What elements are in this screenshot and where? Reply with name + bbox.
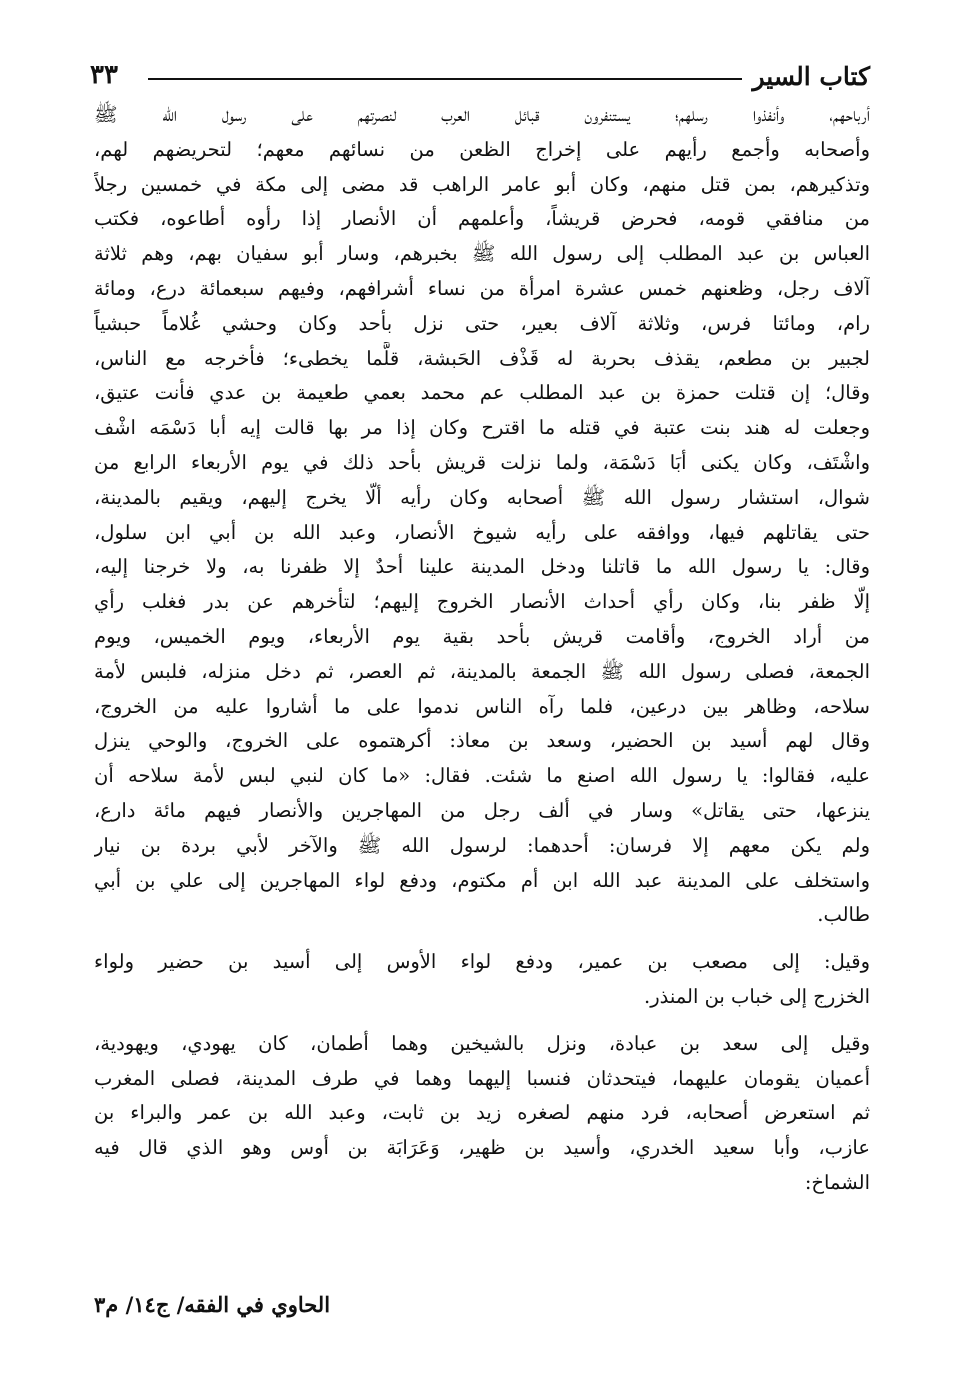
header-rule [148,78,742,80]
text-line: واشْتَف، وكان يكنى أبَا دَسْمَة، ولما نزلت قريش بأحد ذلك في يوم الأربعاء الرابع من [94,450,870,474]
page-number: ٣٣ [90,60,118,90]
text-line: وقيل: إلى مصعب بن عمير، ودفع لواء الأوس إلى أسيد بن حضير ولواء [94,950,870,974]
text-line: أرباحهم، وأنفذوا رسلهم؛ يستنفرون قبائل العرب لنصرتهم على رسول الله ﷺ [94,103,870,126]
text-line: عازب، وأبا سعيد الخدري، وأسيد بن ظهير، وَعَرَابَة بن أوس وهو الذي قال فيه [94,1136,870,1160]
paragraph [94,1027,870,1201]
text-line: رام، ومائتا فرس، وثلاثة آلاف بعير، حتى نزل بأحد وكان وحشي غُلاماً حبشياً [94,311,870,335]
paragraph-gap [94,933,870,945]
text-line: ثم استعرض أصحابه، فرد منهم لصغره زيد بن ثابت، وعبد الله بن عمر والبراء بن [94,1101,870,1125]
text-line: وقال؛ إن قتلت حمزة بن عبد المطلب عم محمد بعمي طعيمة بن عدي فأنت عتيق، [94,381,870,405]
text-line: آلاف رجل، وظعنهم خمس عشرة امرأة من نساء أشرافهم، وفيهم سبعمائة درع، ومائة [94,276,870,300]
text-line: من منافقي قومه، فحرض قريشاً، وأعلمهم أن الأنصار إذا رأوه أطاعوه، فكتب [94,207,870,231]
text-line: وقال لهم أسيد بن الحضير، وسعد بن معاذ: أكرهتموه على الخروج، والوحي ينزل [94,729,870,753]
text-line: شوال، استشار رسول الله ﷺ أصحابه وكان رأيه ألّا يخرج إليهم، ويقيم بالمدينة، [94,485,870,509]
text-line: سلاحه، وظاهر بين درعين، فلما رآه الناس ندموا على ما أشاروا عليه من الخروج، [94,694,870,718]
text-line: وقال: يا رسول الله ما قاتلنا ودخل المدينة علينا أحدٌ إلا ظفرنا به، ولا خرجنا إليه، [94,555,870,579]
paragraph-gap [94,1015,870,1027]
page-footer: الحاوي في الفقه/ ج١٤/ م٣ [94,1292,331,1317]
text-line: وجعلت له هند بنت عتبة في قتله ما اقترح وكان إذا مر بها قالت إيه أبا دَسْمَه اشْف [94,416,870,440]
text-line: حتى يقاتلهم فيها، ووافقه على رأيه شيوخ الأنصار، وعبد الله بن أبي ابن سلول، [94,520,870,544]
text-line: لجبير بن مطعم، يقذف بحربة له قَذْف الحَبشة، قلَّما يخطىء؛ فأخرجه مع الناس، [94,346,870,370]
text-line: إلّا ظفر بنا، وكان رأي أحداث الأنصار الخروج إليهم؛ لتأخرهم عن بدر فغلب رأي [94,590,870,614]
text-line: أعميان يقومان عليهما، فيتحدثان فنسبا إليهما وهما في طرف المدينة، فصلى المغرب [94,1066,870,1090]
text-line: ولم يكن معهم إلا فرسان: أحدهما: لرسول الله ﷺ والآخر لأبي بردة بن نيار [94,833,870,857]
text-line: عليه، فقالوا: يا رسول الله اصنع ما شئت. فقال: «ما كان لنبي لبس لأمة سلاحه أن [94,764,870,788]
body-text [94,98,870,1201]
text-line: الخزرج إلى خباب بن المنذر. [644,984,870,1008]
text-line: وقيل إلى سعد بن عبادة، ونزل بالشيخين وهما أطمان، كان يهودي، ويهودية، [94,1031,870,1055]
text-line: الجمعة، فصلى رسول الله ﷺ الجمعة بالمدينة، ثم العصر، ثم دخل منزله، فلبس لأمة [94,659,870,683]
page-header [90,58,870,98]
text-line: واستخلف على المدينة عبد الله ابن أم مكتوم، ودفع لواء المهاجرين إلى علي بن أبي [94,868,870,892]
text-line: طالب. [817,903,870,927]
text-line: من أراد الخروج، وأقامت قريش بأحد بقية يوم الأربعاء، ويوم الخميس، ويوم [94,624,870,648]
text-line: وتذكيرهم، بمن قتل منهم، وكان أبو عامر الراهب قد مضى إلى مكة في خمسين رجلاً [94,172,870,196]
text-line: وأصحابه وأجمع رأيهم على إخراج الظعن من نسائهم معهم؛ لتحريضهم لهم، [94,137,870,161]
running-head-title: كتاب السير [752,62,870,91]
text-line: ينزعها، حتى يقاتل» وسار في ألف رجل من المهاجرين والأنصار فيهم مائة دارع، [94,798,870,822]
text-line: العباس بن عبد المطلب إلى رسول الله ﷺ بخبرهم، وسار أبو سفيان بهم، وهم ثلاثة [94,242,870,266]
paragraph [94,945,870,1015]
paragraph [94,98,870,933]
text-line: الشماخ: [804,1170,870,1194]
